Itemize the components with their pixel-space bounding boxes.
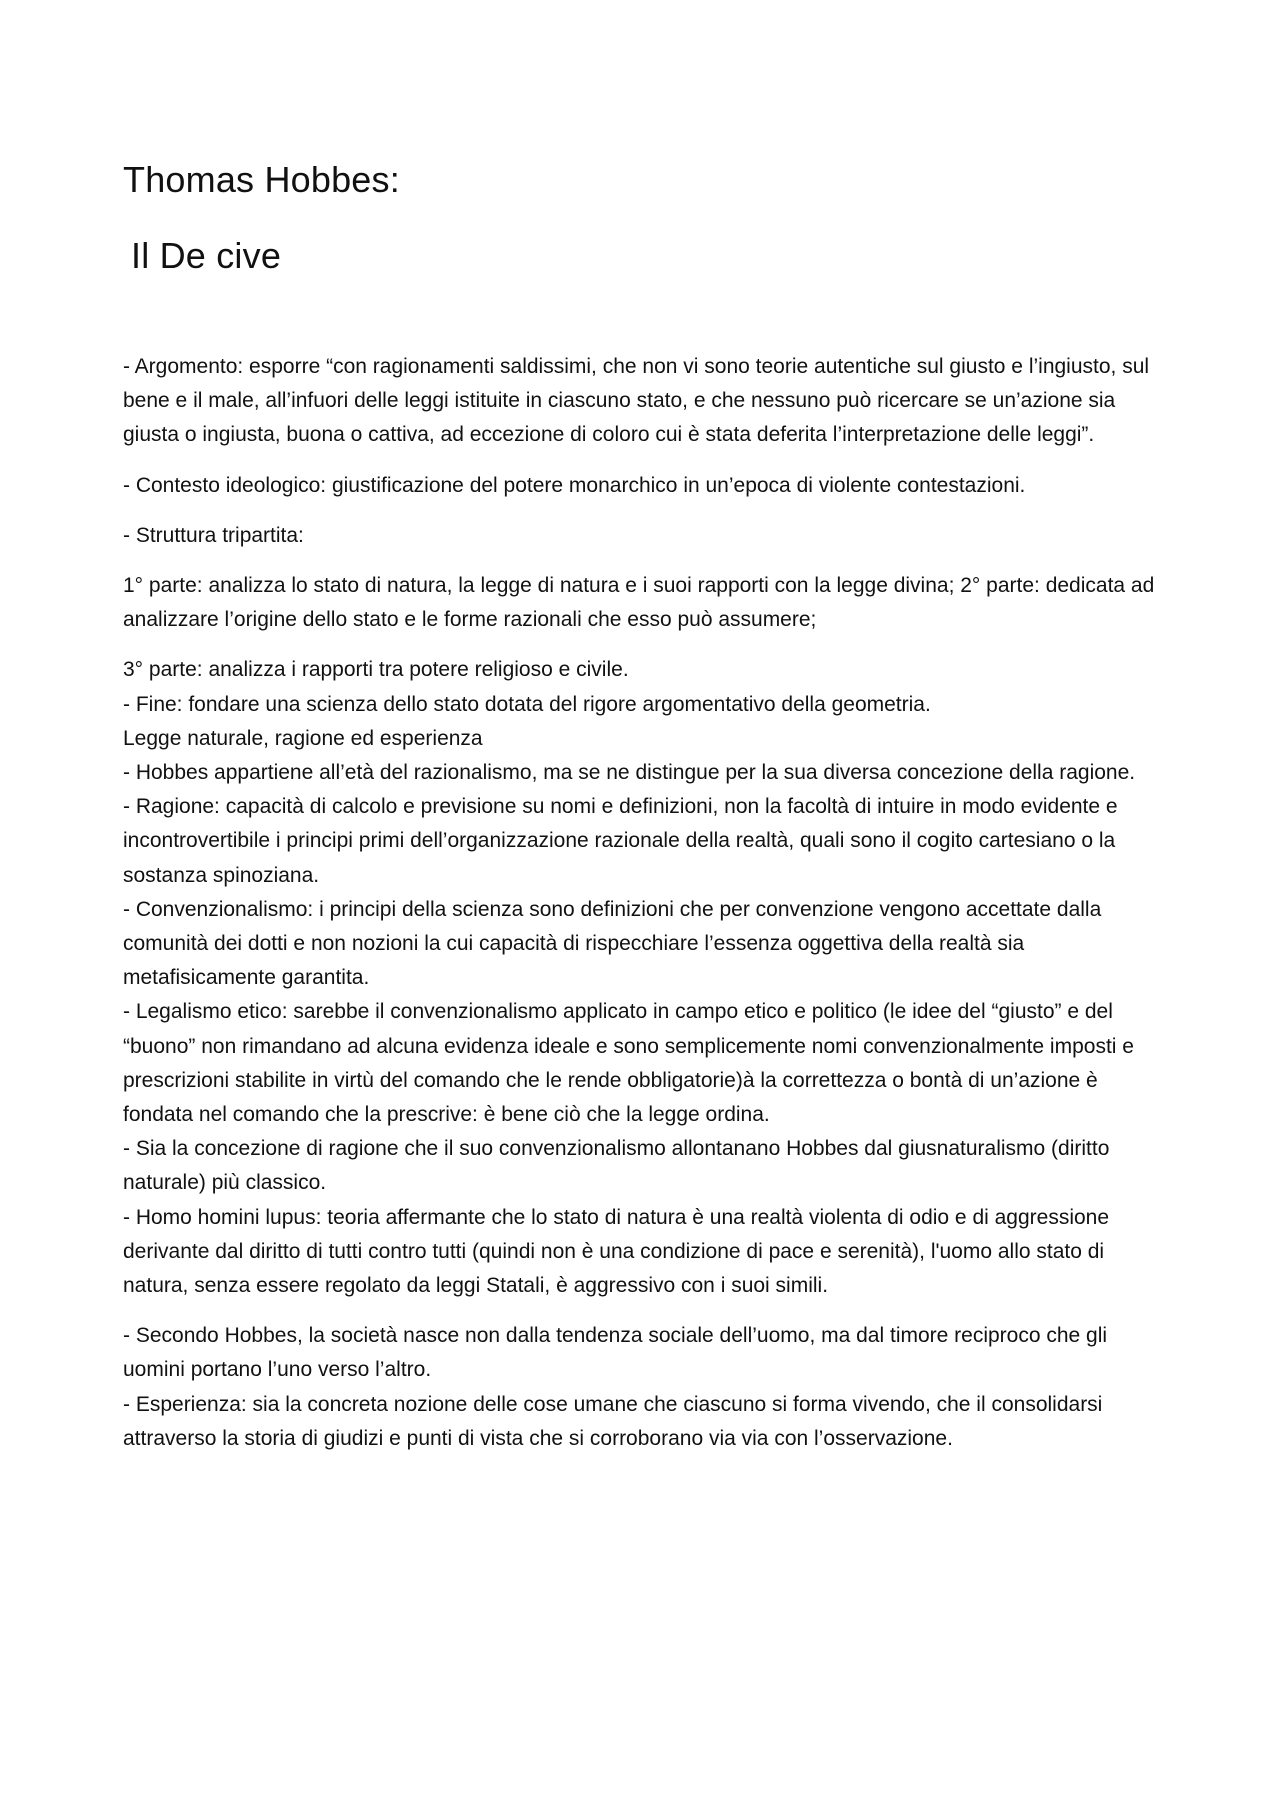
paragraph-struttura: - Struttura tripartita:: [123, 523, 304, 547]
paragraph-parte-3: 3° parte: analizza i rapporti tra potere religioso e civile.: [123, 658, 629, 682]
document-title: Thomas Hobbes:: [123, 159, 400, 200]
paragraph-societa: - Secondo Hobbes, la società nasce non dalla tendenza sociale dell’uomo, ma dal timore reciproco che gli uomini portano l’uno verso l’altro.: [123, 1324, 1108, 1382]
document-subtitle: Il De cive: [131, 235, 282, 276]
paragraph-ragione: - Ragione: capacità di calcolo e previsione su nomi e definizioni, non la facoltà di intuire in modo evidente e incontrovertibile i principi primi dell’organizzazione razionale della realtà, quali sono il cogito cartesiano o la sostanza spinoziana.: [123, 795, 1118, 887]
paragraph-homo-homini-lupus: - Homo homini lupus: teoria affermante che lo stato di natura è una realtà violenta di odio e di aggressione derivante dal diritto di tutti contro tutti (quindi non è una condizione di pace e serenità), l'uomo allo stato di natura, senza essere regolato da leggi Statali, è aggressivo con i suoi simili.: [123, 1205, 1110, 1298]
paragraph-giusnaturalismo: - Sia la concezione di ragione che il suo convenzionalismo allontanano Hobbes dal giusnaturalismo (diritto naturale) più classico.: [123, 1137, 1110, 1195]
paragraph-parte-1-2: 1° parte: analizza lo stato di natura, la legge di natura e i suoi rapporti con la legge divina; 2° parte: dedicata ad analizzare l’origine dello stato e le forme razionali che esso può assumere;: [123, 574, 1155, 632]
section-heading-legge-naturale: Legge naturale, ragione ed esperienza: [123, 726, 483, 750]
paragraph-convenzionalismo: - Convenzionalismo: i principi della scienza sono definizioni che per convenzione vengono accettate dalla comunità dei dotti e non nozioni la cui capacità di rispecchiare l’essenza oggettiva della realtà sia metafisicamente garantita.: [123, 897, 1102, 990]
paragraph-contesto: - Contesto ideologico: giustificazione del potere monarchico in un’epoca di violente contestazioni.: [123, 473, 1026, 497]
paragraph-esperienza: - Esperienza: sia la concreta nozione delle cose umane che ciascuno si forma vivendo, che il consolidarsi attraverso la storia di giudizi e punti di vista che si corroborano via via con l’osservazione.: [123, 1392, 1103, 1450]
document-body: [123, 350, 1173, 1456]
paragraph-argomento: - Argomento: esporre “con ragionamenti saldissimi, che non vi sono teorie autentiche sul giusto e l’ingiusto, sul bene e il male, all’infuori delle leggi istituite in ciascuno stato, e che nessuno può ricercare se un’azione sia giusta o ingiusta, buona o cattiva, ad eccezione di coloro cui è stata deferita l’interpretazione delle leggi”.: [123, 355, 1150, 447]
paragraph-legalismo-etico: - Legalismo etico: sarebbe il convenzionalismo applicato in campo etico e politico (le idee del “giusto” e del “buono” non rimandano ad alcuna evidenza ideale e sono semplicemente nomi convenzionalmente imposti e prescrizioni stabilite in virtù del comando che le rende obbligatorie)à la correttezza o bontà di un’azione è fondata nel comando che la prescrive: è bene ciò che la legge ordina.: [123, 1000, 1134, 1127]
paragraph-fine: - Fine: fondare una scienza dello stato dotata del rigore argomentativo della geometria.: [123, 692, 931, 716]
paragraph-razionalismo: - Hobbes appartiene all’età del razionalismo, ma se ne distingue per la sua diversa concezione della ragione.: [123, 761, 1136, 785]
